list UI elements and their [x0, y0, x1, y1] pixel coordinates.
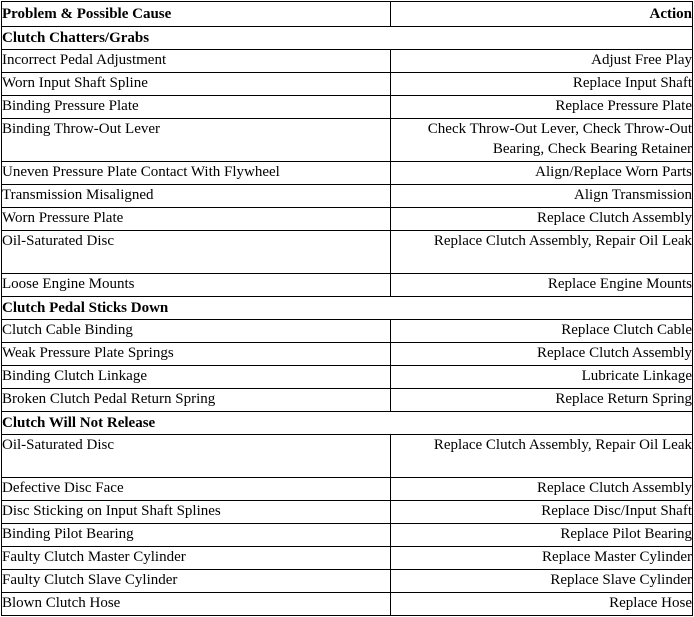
table-row — [2, 478, 693, 501]
table-row — [2, 73, 693, 96]
table-row — [2, 185, 693, 208]
cause-cell: Loose Engine Mounts — [2, 274, 391, 297]
cause-cell: Uneven Pressure Plate Contact With Flywheel — [2, 162, 391, 185]
table-row — [2, 435, 693, 478]
table-row — [2, 119, 693, 162]
action-cell: Replace Master Cylinder — [391, 547, 693, 570]
cause-cell: Faulty Clutch Slave Cylinder — [2, 570, 391, 593]
action-cell: Adjust Free Play — [391, 50, 693, 73]
action-cell: Replace Slave Cylinder — [391, 570, 693, 593]
table-row — [2, 593, 693, 616]
table-row — [2, 320, 693, 343]
action-cell: Replace Clutch Assembly — [391, 478, 693, 501]
action-cell: Align/Replace Worn Parts — [391, 162, 693, 185]
action-cell: Replace Input Shaft — [391, 73, 693, 96]
action-cell: Lubricate Linkage — [391, 366, 693, 389]
section-title: Clutch Pedal Sticks Down — [2, 297, 693, 320]
action-cell: Replace Disc/Input Shaft — [391, 501, 693, 524]
cause-cell: Binding Pilot Bearing — [2, 524, 391, 547]
table-row — [2, 208, 693, 231]
action-cell: Check Throw-Out Lever, Check Throw-Out Bearing, Check Bearing Retainer — [391, 119, 693, 162]
cause-cell: Transmission Misaligned — [2, 185, 391, 208]
cause-cell: Binding Clutch Linkage — [2, 366, 391, 389]
diagnosis-table — [1, 1, 693, 616]
cause-cell: Clutch Cable Binding — [2, 320, 391, 343]
action-cell: Replace Clutch Assembly, Repair Oil Leak — [391, 231, 693, 274]
action-cell: Replace Pilot Bearing — [391, 524, 693, 547]
cause-cell: Weak Pressure Plate Springs — [2, 343, 391, 366]
action-cell: Replace Hose — [391, 593, 693, 616]
cause-cell: Worn Input Shaft Spline — [2, 73, 391, 96]
action-cell: Replace Clutch Assembly — [391, 208, 693, 231]
table-row — [2, 570, 693, 593]
cause-cell: Binding Throw-Out Lever — [2, 119, 391, 162]
section-row — [2, 412, 693, 435]
table-row — [2, 389, 693, 412]
section-title: Clutch Chatters/Grabs — [2, 27, 693, 50]
table-row — [2, 96, 693, 119]
cause-cell: Binding Pressure Plate — [2, 96, 391, 119]
cause-cell: Worn Pressure Plate — [2, 208, 391, 231]
table-row — [2, 162, 693, 185]
action-cell: Replace Clutch Cable — [391, 320, 693, 343]
cause-cell: Oil-Saturated Disc — [2, 435, 391, 478]
cause-cell: Defective Disc Face — [2, 478, 391, 501]
cause-cell: Broken Clutch Pedal Return Spring — [2, 389, 391, 412]
action-cell: Replace Engine Mounts — [391, 274, 693, 297]
cause-cell: Disc Sticking on Input Shaft Splines — [2, 501, 391, 524]
table-row — [2, 501, 693, 524]
cause-cell: Oil-Saturated Disc — [2, 231, 391, 274]
action-cell: Replace Clutch Assembly — [391, 343, 693, 366]
table-row — [2, 231, 693, 274]
table-row — [2, 274, 693, 297]
action-cell: Replace Return Spring — [391, 389, 693, 412]
table-row — [2, 343, 693, 366]
cause-cell: Blown Clutch Hose — [2, 593, 391, 616]
cause-cell: Faulty Clutch Master Cylinder — [2, 547, 391, 570]
header-row — [2, 2, 693, 27]
table-row — [2, 50, 693, 73]
cause-cell: Incorrect Pedal Adjustment — [2, 50, 391, 73]
table-row — [2, 524, 693, 547]
action-cell: Replace Clutch Assembly, Repair Oil Leak — [391, 435, 693, 478]
section-row — [2, 27, 693, 50]
section-row — [2, 297, 693, 320]
action-cell: Align Transmission — [391, 185, 693, 208]
table-row — [2, 366, 693, 389]
table-row — [2, 547, 693, 570]
section-title: Clutch Will Not Release — [2, 412, 693, 435]
header-action: Action — [391, 2, 693, 27]
action-cell: Replace Pressure Plate — [391, 96, 693, 119]
header-problem: Problem & Possible Cause — [2, 2, 391, 27]
